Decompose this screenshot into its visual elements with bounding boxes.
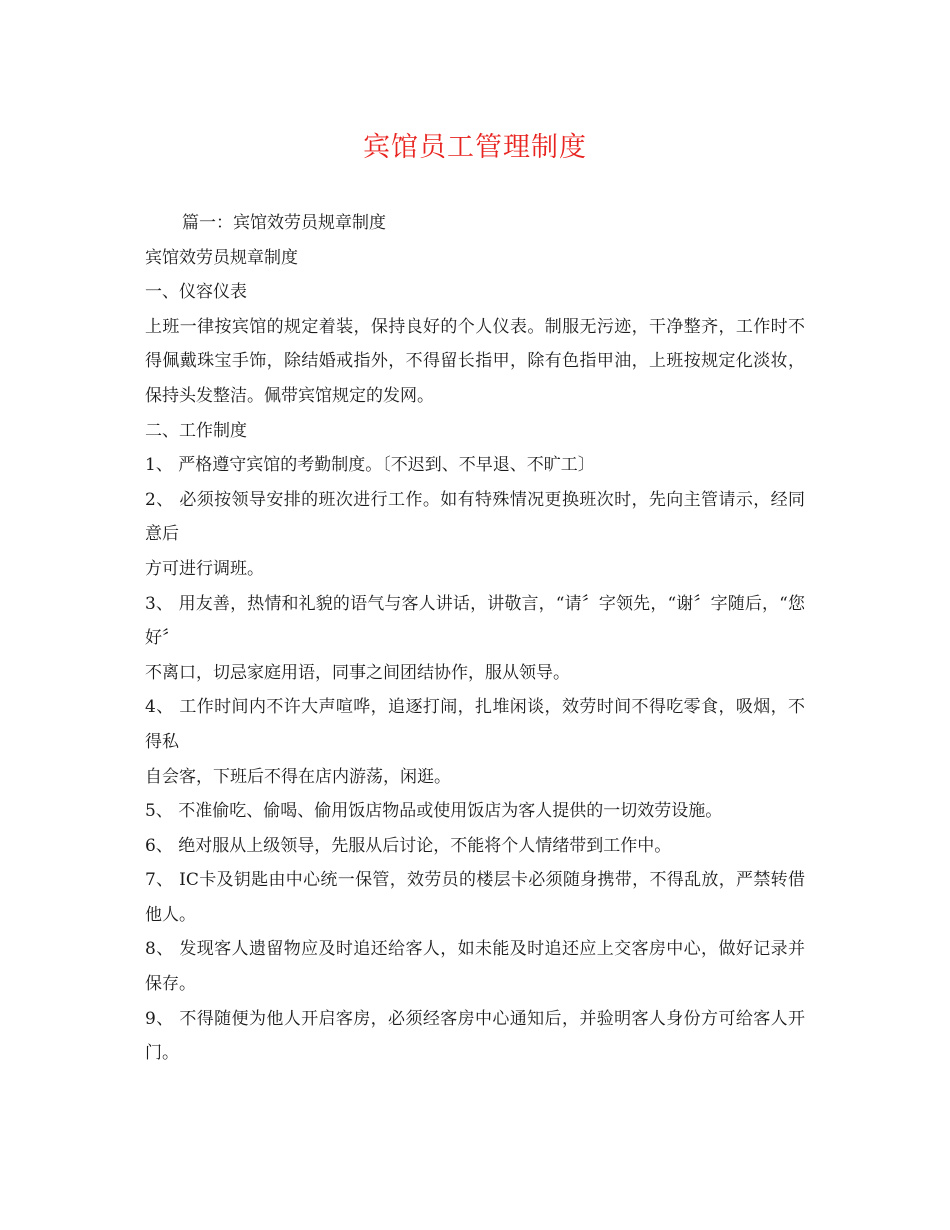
section-heading: 篇一：宾馆效劳员规章制度 xyxy=(182,213,386,233)
rule-item: 3、 用友善，热情和礼貌的语气与客人讲话，讲敬言，“请〞字领先，“谢〞字随后，“您好〞 xyxy=(145,593,805,649)
rule-item-continuation: 方可进行调班。 xyxy=(145,558,264,579)
paragraph: 上班一律按宾馆的规定着装，保持良好的个人仪表。制服无污迹，干净整齐，工作时不得佩戴珠宝手饰，除结婚戒指外，不得留长指甲，除有色指甲油，上班按规定化淡妆，保持头发整洁。佩带宾馆规定的发网。 xyxy=(145,316,805,406)
section-heading: 一、仪容仪表 xyxy=(145,282,247,303)
document-body xyxy=(145,206,805,1071)
document-title: 宾馆员工管理制度 xyxy=(363,132,587,163)
rule-item: 7、 IC卡及钥匙由中心统一保管，效劳员的楼层卡必须随身携带，不得乱放，严禁转借他人。 xyxy=(145,870,805,925)
section-heading: 二、工作制度 xyxy=(145,420,247,441)
rule-item: 2、 必须按领导安排的班次进行工作。如有特殊情况更换班次时，先向主管请示，经同意后 xyxy=(145,489,805,545)
rule-item: 1、 严格遵守宾馆的考勤制度。〔不迟到、不早退、不旷工〕 xyxy=(145,455,595,476)
rule-item: 6、 绝对服从上级领导，先服从后讨论，不能将个人情绪带到工作中。 xyxy=(145,835,672,856)
rule-item-continuation: 自会客，下班后不得在店内游荡，闲逛。 xyxy=(145,766,451,787)
subtitle-line: 宾馆效劳员规章制度 xyxy=(145,247,298,268)
rule-item: 9、 不得随便为他人开启客房，必须经客房中心通知后，并验明客人身份方可给客人开门。 xyxy=(145,1008,805,1064)
rule-item: 5、 不准偷吃、偷喝、偷用饭店物品或使用饭店为客人提供的一切效劳设施。 xyxy=(145,801,723,822)
rule-item-continuation: 不离口，切忌家庭用语，同事之间团结协作，服从领导。 xyxy=(145,662,570,683)
rule-item: 8、 发现客人遗留物应及时追还给客人，如未能及时追还应上交客房中心，做好记录并保存。 xyxy=(145,939,805,995)
rule-item: 4、 工作时间内不许大声喧哗，追逐打闹，扎堆闲谈，效劳时间不得吃零食，吸烟，不得私 xyxy=(145,697,805,752)
